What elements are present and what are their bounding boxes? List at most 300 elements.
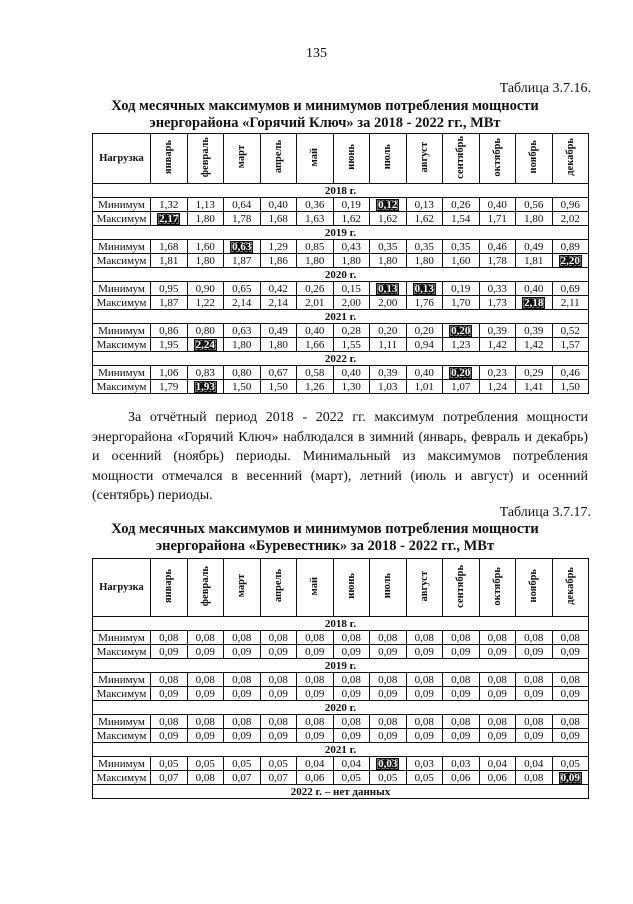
- table-row: [93, 771, 589, 785]
- table-cell: [443, 631, 480, 645]
- table-cell: [479, 687, 516, 701]
- highlighted-value: 0,20: [451, 324, 471, 337]
- cell-value: 0,05: [159, 757, 179, 770]
- cell-value: 0,29: [524, 366, 544, 379]
- table-cell: [260, 715, 297, 729]
- cell-value: 1,42: [524, 338, 544, 351]
- cell-value: 1,80: [195, 254, 215, 267]
- column-header-label: июль: [382, 144, 394, 170]
- table-cell: [370, 212, 407, 226]
- table-cell: [260, 212, 297, 226]
- column-header-label: апрель: [272, 569, 284, 603]
- cell-value: 0,46: [560, 366, 580, 379]
- cell-value: 1,80: [378, 254, 398, 267]
- column-header-month: [516, 559, 553, 617]
- row-label: Минимум: [93, 631, 151, 645]
- table-cell: [224, 296, 261, 310]
- cell-value: 0,94: [414, 338, 434, 351]
- table-cell: [516, 673, 553, 687]
- cell-value: 0,83: [195, 366, 215, 379]
- table-cell: [406, 673, 443, 687]
- cell-value: 0,15: [341, 282, 361, 295]
- cell-value: 0,43: [341, 240, 361, 253]
- cell-value: 2,14: [268, 296, 288, 309]
- cell-value: 2,00: [341, 296, 361, 309]
- cell-value: 0,35: [414, 240, 434, 253]
- column-header-month: [151, 559, 188, 617]
- cell-value: 0,08: [560, 715, 580, 728]
- cell-value: 0,09: [341, 729, 361, 742]
- table-cell: [297, 198, 334, 212]
- cell-value: 1,79: [159, 380, 179, 393]
- table-row: [93, 715, 589, 729]
- table-cell: [479, 282, 516, 296]
- column-header-label: май: [309, 147, 321, 167]
- cell-value: 2,11: [560, 296, 580, 309]
- table-cell: [260, 254, 297, 268]
- table-cell: [260, 324, 297, 338]
- table-cell: [333, 296, 370, 310]
- row-label: Минимум: [93, 673, 151, 687]
- table-cell: [260, 729, 297, 743]
- column-header-label: октябрь: [491, 137, 503, 177]
- table-cell: [479, 757, 516, 771]
- cell-value: 2,14: [232, 296, 252, 309]
- table-cell: [370, 771, 407, 785]
- table-cell: [297, 715, 334, 729]
- cell-value: 1,13: [195, 198, 215, 211]
- table-cell: [151, 645, 188, 659]
- table-row: [93, 687, 589, 701]
- table-cell: [406, 380, 443, 394]
- cell-value: 0,08: [159, 673, 179, 686]
- column-header-label: февраль: [199, 565, 211, 607]
- table-row: [93, 673, 589, 687]
- cell-value: 0,08: [487, 715, 507, 728]
- table-row: [93, 254, 589, 268]
- table-cell: [406, 631, 443, 645]
- column-header-label: август: [418, 141, 430, 173]
- cell-value: 1,87: [232, 254, 252, 267]
- cell-value: 1,54: [451, 212, 471, 225]
- cell-value: 0,09: [268, 687, 288, 700]
- cell-value: 1,57: [560, 338, 580, 351]
- cell-value: 0,08: [305, 715, 325, 728]
- cell-value: 0,06: [451, 771, 471, 784]
- table-cell: [151, 715, 188, 729]
- cell-value: 0,20: [378, 324, 398, 337]
- cell-value: 0,40: [305, 324, 325, 337]
- table-cell: [406, 296, 443, 310]
- column-header-label: сентябрь: [455, 564, 467, 608]
- column-header-label: июнь: [345, 573, 357, 599]
- column-header-label: апрель: [272, 140, 284, 174]
- cell-value: 0,06: [305, 771, 325, 784]
- column-header-label: декабрь: [564, 138, 576, 176]
- table-cell: [479, 380, 516, 394]
- cell-value: 0,08: [268, 631, 288, 644]
- table-cell: [406, 729, 443, 743]
- table-cell: [260, 198, 297, 212]
- table-cell: [224, 282, 261, 296]
- cell-value: 0,08: [451, 631, 471, 644]
- cell-value: 0,08: [487, 673, 507, 686]
- column-header-label: Нагрузка: [99, 153, 144, 164]
- cell-value: 0,33: [487, 282, 507, 295]
- cell-value: 0,08: [524, 771, 544, 784]
- table-row: [93, 380, 589, 394]
- table-cell: [443, 673, 480, 687]
- cell-value: 0,08: [451, 715, 471, 728]
- table-cell: [260, 296, 297, 310]
- table-cell: [187, 198, 224, 212]
- cell-value: 1,80: [524, 212, 544, 225]
- cell-value: 0,08: [524, 715, 544, 728]
- cell-value: 0,05: [378, 771, 398, 784]
- cell-value: 1,76: [414, 296, 434, 309]
- cell-value: 0,36: [305, 198, 325, 211]
- cell-value: 0,08: [451, 673, 471, 686]
- cell-value: 0,08: [414, 631, 434, 644]
- table-cell: [333, 715, 370, 729]
- cell-value: 0,09: [414, 729, 434, 742]
- cell-value: 1,81: [524, 254, 544, 267]
- table-cell: [370, 757, 407, 771]
- cell-value: 1,32: [159, 198, 179, 211]
- table-cell: [333, 198, 370, 212]
- table-cell: [479, 212, 516, 226]
- column-header-month: [260, 559, 297, 617]
- cell-value: 1,81: [159, 254, 179, 267]
- highlighted-value: 0,20: [451, 366, 471, 379]
- table-cell: [187, 645, 224, 659]
- cell-value: 0,80: [195, 324, 215, 337]
- table-cell: [443, 771, 480, 785]
- table-cell: [187, 240, 224, 254]
- table-cell: [333, 687, 370, 701]
- table-cell: [297, 366, 334, 380]
- cell-value: 0,35: [451, 240, 471, 253]
- cell-value: 1,63: [305, 212, 325, 225]
- table-cell: [479, 338, 516, 352]
- table-cell: [224, 198, 261, 212]
- table-cell: [516, 254, 553, 268]
- table-cell: [552, 757, 589, 771]
- cell-value: 0,20: [414, 324, 434, 337]
- table-cell: [552, 296, 589, 310]
- cell-value: 0,05: [195, 757, 215, 770]
- highlighted-value: 0,03: [378, 757, 398, 770]
- cell-value: 0,39: [378, 366, 398, 379]
- table-cell: [260, 240, 297, 254]
- table-cell: [443, 757, 480, 771]
- column-header-load: [93, 134, 151, 184]
- cell-value: 0,08: [341, 631, 361, 644]
- column-header-label: февраль: [199, 136, 211, 178]
- table-cell: [333, 254, 370, 268]
- table-cell: [333, 212, 370, 226]
- table-cell: [370, 240, 407, 254]
- column-header-label: январь: [163, 139, 175, 175]
- cell-value: 1,62: [378, 212, 398, 225]
- cell-value: 0,63: [232, 324, 252, 337]
- cell-value: 0,09: [487, 687, 507, 700]
- cell-value: 0,09: [268, 645, 288, 658]
- cell-value: 1,23: [451, 338, 471, 351]
- table-cell: [479, 631, 516, 645]
- table-cell: [406, 282, 443, 296]
- table-cell: [516, 631, 553, 645]
- cell-value: 0,23: [487, 366, 507, 379]
- table-cell: [260, 687, 297, 701]
- cell-value: 0,09: [378, 729, 398, 742]
- table-cell: [479, 729, 516, 743]
- cell-value: 0,08: [560, 673, 580, 686]
- table-cell: [443, 729, 480, 743]
- table-row: [93, 338, 589, 352]
- table-cell: [297, 240, 334, 254]
- table-cell: [370, 324, 407, 338]
- row-label: Максимум: [93, 729, 151, 743]
- table-cell: [224, 338, 261, 352]
- cell-value: 1,29: [268, 240, 288, 253]
- cell-value: 0,08: [487, 631, 507, 644]
- table-cell: [151, 324, 188, 338]
- table-cell: [443, 240, 480, 254]
- table-cell: [516, 198, 553, 212]
- table-cell: [187, 366, 224, 380]
- column-header-month: [479, 134, 516, 184]
- table-cell: [516, 296, 553, 310]
- cell-value: 0,08: [305, 673, 325, 686]
- table-cell: [187, 687, 224, 701]
- table-cell: [370, 254, 407, 268]
- cell-value: 0,89: [560, 240, 580, 253]
- table-cell: [406, 687, 443, 701]
- cell-value: 0,69: [560, 282, 580, 295]
- table-cell: [297, 324, 334, 338]
- cell-value: 0,07: [159, 771, 179, 784]
- table-cell: [224, 715, 261, 729]
- cell-value: 0,58: [305, 366, 325, 379]
- row-label: Максимум: [93, 771, 151, 785]
- cell-value: 0,09: [232, 729, 252, 742]
- column-header-month: [516, 134, 553, 184]
- table-row: [93, 198, 589, 212]
- table-row: [93, 296, 589, 310]
- cell-value: 0,09: [159, 729, 179, 742]
- column-header-load: [93, 559, 151, 617]
- table-cell: [297, 380, 334, 394]
- table-cell: [151, 338, 188, 352]
- cell-value: 1,80: [341, 254, 361, 267]
- table-cell: [552, 645, 589, 659]
- cell-value: 0,09: [305, 729, 325, 742]
- table-cell: [516, 324, 553, 338]
- table-cell: [151, 380, 188, 394]
- table-cell: [516, 212, 553, 226]
- cell-value: 1,87: [159, 296, 179, 309]
- highlighted-value: 0,63: [232, 240, 252, 253]
- cell-value: 0,08: [268, 715, 288, 728]
- table-cell: [297, 338, 334, 352]
- row-label: Максимум: [93, 212, 151, 226]
- year-header: 2020 г.: [93, 701, 589, 715]
- cell-value: 1,50: [268, 380, 288, 393]
- cell-value: 0,08: [378, 673, 398, 686]
- table-cell: [516, 645, 553, 659]
- cell-value: 0,09: [524, 729, 544, 742]
- table-cell: [151, 757, 188, 771]
- row-label: Минимум: [93, 240, 151, 254]
- table-row: [93, 212, 589, 226]
- table-cell: [552, 631, 589, 645]
- table-caption: Таблица 3.7.17.: [499, 505, 591, 520]
- cell-value: 0,09: [341, 645, 361, 658]
- table-cell: [187, 631, 224, 645]
- cell-value: 0,08: [195, 771, 215, 784]
- column-header-label: декабрь: [564, 567, 576, 605]
- table-title-line: Ход месячных максимумов и минимумов потребления мощности: [111, 98, 539, 114]
- table-cell: [187, 282, 224, 296]
- cell-value: 1,66: [305, 338, 325, 351]
- table-cell: [224, 366, 261, 380]
- cell-value: 0,64: [232, 198, 252, 211]
- table-cell: [552, 254, 589, 268]
- cell-value: 1,80: [268, 338, 288, 351]
- table-cell: [187, 338, 224, 352]
- cell-value: 1,78: [232, 212, 252, 225]
- cell-value: 0,96: [560, 198, 580, 211]
- table-cell: [224, 673, 261, 687]
- table-cell: [333, 631, 370, 645]
- table-cell: [406, 254, 443, 268]
- table-cell: [151, 366, 188, 380]
- table-cell: [552, 324, 589, 338]
- table-cell: [224, 687, 261, 701]
- load-table-goryachiy-klyuch: [92, 133, 589, 394]
- table-title-line: энергорайона «Горячий Ключ» за 2018 - 2022 гг., МВт: [149, 115, 501, 131]
- table-cell: [224, 240, 261, 254]
- cell-value: 0,40: [341, 366, 361, 379]
- column-header-label: май: [309, 576, 321, 596]
- table-cell: [224, 324, 261, 338]
- cell-value: 0,08: [305, 631, 325, 644]
- cell-value: 1,80: [195, 212, 215, 225]
- table-cell: [552, 715, 589, 729]
- column-header-label: ноябрь: [528, 569, 540, 603]
- cell-value: 0,09: [268, 729, 288, 742]
- highlighted-value: 0,13: [378, 282, 398, 295]
- table-cell: [552, 771, 589, 785]
- row-label: Минимум: [93, 757, 151, 771]
- table-cell: [151, 729, 188, 743]
- table-cell: [370, 645, 407, 659]
- cell-value: 1,80: [414, 254, 434, 267]
- cell-value: 1,60: [451, 254, 471, 267]
- highlighted-value: 2,20: [560, 254, 580, 267]
- row-label: Минимум: [93, 198, 151, 212]
- cell-value: 2,00: [378, 296, 398, 309]
- table-cell: [479, 324, 516, 338]
- table-cell: [297, 296, 334, 310]
- cell-value: 0,39: [524, 324, 544, 337]
- table-cell: [552, 198, 589, 212]
- table-cell: [406, 212, 443, 226]
- table-cell: [406, 366, 443, 380]
- table-cell: [443, 715, 480, 729]
- cell-value: 1,68: [268, 212, 288, 225]
- cell-value: 0,56: [524, 198, 544, 211]
- table-cell: [224, 380, 261, 394]
- table-cell: [297, 757, 334, 771]
- cell-value: 1,73: [487, 296, 507, 309]
- table-cell: [297, 729, 334, 743]
- column-header-month: [370, 134, 407, 184]
- cell-value: 0,09: [195, 645, 215, 658]
- table-cell: [260, 771, 297, 785]
- cell-value: 0,52: [560, 324, 580, 337]
- row-label: Минимум: [93, 715, 151, 729]
- cell-value: 0,39: [487, 324, 507, 337]
- row-label: Минимум: [93, 324, 151, 338]
- table-cell: [333, 645, 370, 659]
- table-cell: [370, 380, 407, 394]
- cell-value: 1,06: [159, 366, 179, 379]
- cell-value: 0,08: [195, 631, 215, 644]
- row-label: Максимум: [93, 645, 151, 659]
- cell-value: 0,09: [195, 687, 215, 700]
- table-cell: [333, 240, 370, 254]
- table-cell: [516, 282, 553, 296]
- cell-value: 0,09: [378, 687, 398, 700]
- cell-value: 1,60: [195, 240, 215, 253]
- table-cell: [370, 631, 407, 645]
- cell-value: 1,11: [378, 338, 398, 351]
- cell-value: 0,07: [232, 771, 252, 784]
- column-header-month: [297, 134, 334, 184]
- table-cell: [443, 212, 480, 226]
- table-cell: [151, 282, 188, 296]
- column-header-month: [370, 559, 407, 617]
- table-cell: [516, 715, 553, 729]
- column-header-month: [443, 559, 480, 617]
- table-cell: [187, 673, 224, 687]
- cell-value: 0,26: [305, 282, 325, 295]
- table-cell: [443, 198, 480, 212]
- table-cell: [151, 673, 188, 687]
- table-cell: [187, 729, 224, 743]
- table-cell: [443, 324, 480, 338]
- table-cell: [260, 282, 297, 296]
- table-cell: [370, 715, 407, 729]
- cell-value: 1,80: [232, 338, 252, 351]
- year-header: 2019 г.: [93, 659, 589, 673]
- table-cell: [333, 366, 370, 380]
- table-title: [60, 98, 590, 132]
- table-cell: [333, 324, 370, 338]
- table-cell: [443, 645, 480, 659]
- column-header-month: [333, 559, 370, 617]
- column-header-label: Нагрузка: [99, 582, 144, 593]
- table-cell: [187, 324, 224, 338]
- cell-value: 0,08: [524, 631, 544, 644]
- cell-value: 1,62: [414, 212, 434, 225]
- table-cell: [406, 198, 443, 212]
- cell-value: 1,30: [341, 380, 361, 393]
- cell-value: 1,50: [232, 380, 252, 393]
- column-header-month: [333, 134, 370, 184]
